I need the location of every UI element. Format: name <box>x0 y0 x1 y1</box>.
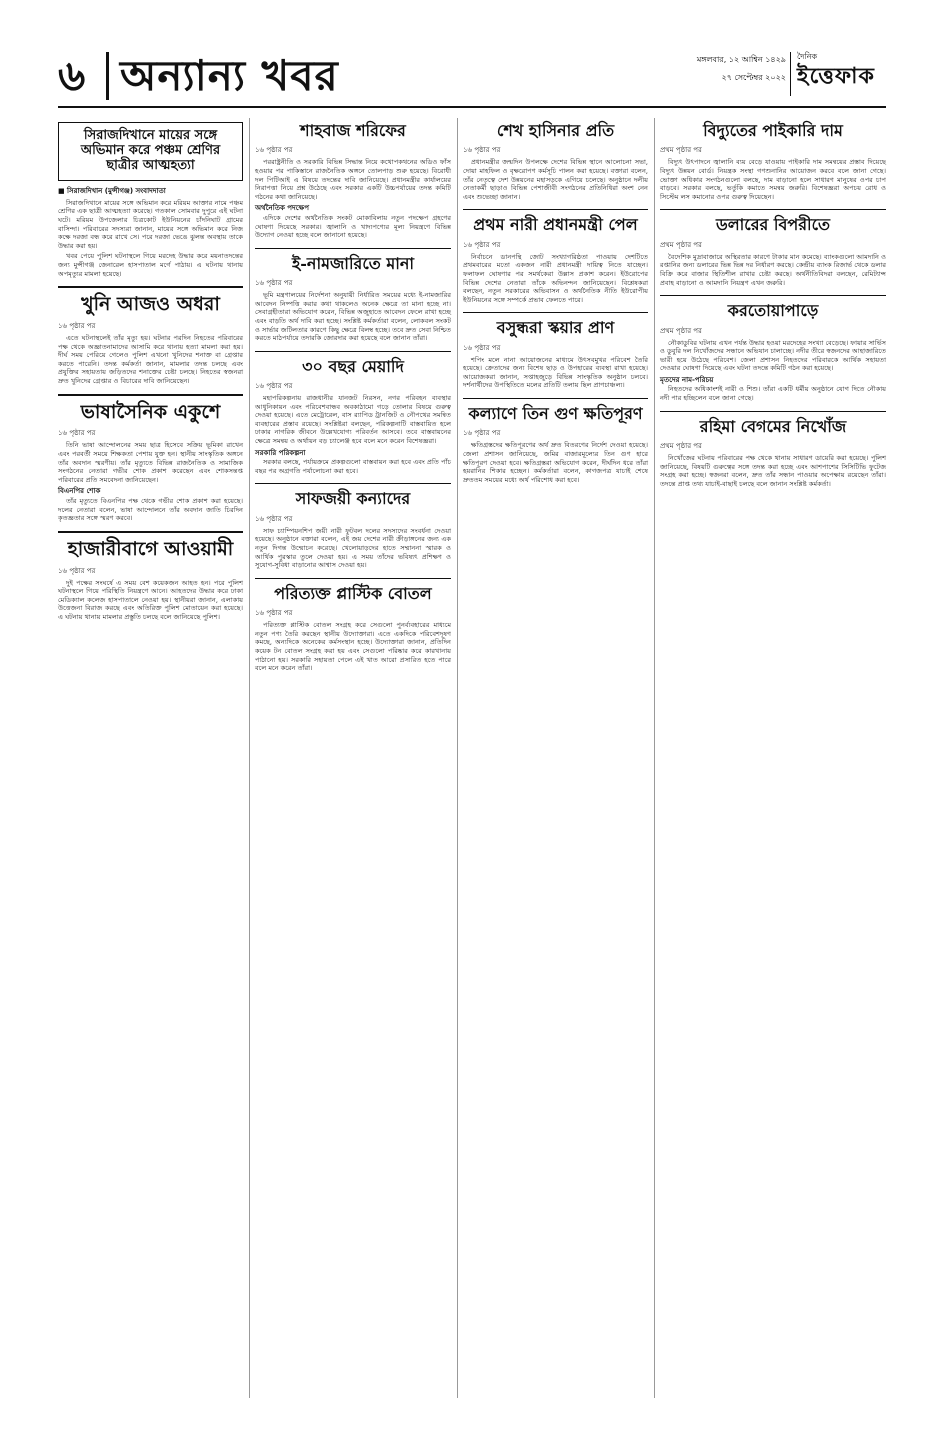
story-safjari <box>255 490 451 569</box>
story-jump: প্রথম পৃষ্ঠার পর <box>660 146 702 155</box>
story-paragraph: দুই পক্ষের সংঘর্ষে এ সময় বেশ কয়েকজন আহত হন। পরে পুলিশ ঘটনাস্থলে গিয়ে পরিস্থিতি নিয়ন্ত্রণে আনে। আহতদের উদ্ধার করে ঢাকা মেডিক্যাল কলেজ হাসপাতালে নেওয়া হয়। স্থানীয়রা জানান, এলাকায় উত্তেজনা বিরাজ করছে এবং অতিরিক্ত পুলিশ মোতায়েন করা হয়েছে। এ ঘটনায় থানায় মামলার প্রস্তুতি চলছে বলে জানিয়েছে পুলিশ। <box>58 578 243 621</box>
story-headline: সিরাজদিখানে মায়ের সঙ্গে অভিমান করে পঞ্চম শ্রেণির ছাত্রীর আত্মহত্যা <box>58 122 243 181</box>
story-paragraph: ক্ষতিগ্রস্তদের ক্ষতিপূরণের অর্থ দ্রুত বিতরণের নির্দেশ দেওয়া হয়েছে। জেলা প্রশাসন জানিয়েছে, জমির বাজারমূল্যের তিন গুণ হারে ক্ষতিপূরণ দেওয়া হবে। ক্ষতিগ্রস্তরা অভিযোগ করেন, দীর্ঘদিন ধরে তাঁরা হয়রানির শিকার হচ্ছেন। কর্মকর্তারা বলেন, কাগজপত্র যাচাই শেষে দ্রুততম সময়ের মধ্যে অর্থ পরিশোধ করা হবে। <box>463 441 648 484</box>
newspaper-logo <box>790 52 886 96</box>
story-body <box>463 441 648 484</box>
story-jump: প্রথম পৃষ্ঠার পর <box>660 240 702 249</box>
story-paragraph: এতে ঘটনাস্থলেই তাঁর মৃত্যু হয়। ঘটনার পরদিন নিহতের পরিবারের পক্ষ থেকে অজ্ঞাতনামাদের আসামি করে থানায় হত্যা মামলা করা হয়। দীর্ঘ সময় পেরিয়ে গেলেও পুলিশ এখনো খুনিদের শনাক্ত বা গ্রেপ্তার করতে পারেনি। তদন্ত কর্মকর্তা জানান, মামলার তদন্ত চলছে এবং প্রযুক্তির সহায়তায় জড়িতদের শনাক্তের চেষ্টা চলছে। নিহতের স্বজনরা দ্রুত খুনিদের গ্রেপ্তার ও বিচারের দাবি জানিয়েছেন। <box>58 334 243 385</box>
story-dollar <box>660 216 886 287</box>
story-shahbaz <box>255 122 451 240</box>
column-4 <box>660 118 886 496</box>
divider <box>58 531 243 533</box>
story-headline: ৩০ বছর মেয়াদি <box>302 356 404 376</box>
divider <box>463 398 648 399</box>
divider <box>660 411 886 412</box>
divider <box>255 248 451 249</box>
story-paragraph: বৈদেশিক মুদ্রাবাজারে অস্থিরতার কারণে টাকার মান কমেছে। ব্যাংকগুলো আমদানি ও রপ্তানির জন্য ডলারের ভিন্ন ভিন্ন দর নির্ধারণ করছে। কেন্দ্রীয় ব্যাংক রিজার্ভ থেকে ডলার বিক্রি করে বাজার স্থিতিশীল রাখার চেষ্টা করছে। অর্থনীতিবিদরা বলছেন, রেমিট্যান্স প্রবাহ বাড়ানো ও আমদানি নিয়ন্ত্রণ এখন জরুরি। <box>660 252 886 287</box>
column-1 <box>58 118 243 630</box>
column-rule <box>249 118 250 1398</box>
story-paragraph: তাঁর মৃত্যুতে বিএনপির পক্ষ থেকে গভীর শোক প্রকাশ করা হয়েছে। দলের নেতারা বলেন, ভাষা আন্দোলনে তাঁর অবদান জাতি চিরদিন কৃতজ্ঞতার সঙ্গে স্মরণ করবে। <box>58 496 243 523</box>
story-body <box>660 454 886 488</box>
story-suicide <box>58 122 243 278</box>
story-body <box>660 158 886 201</box>
story-murder <box>58 294 243 385</box>
page-number: ৬ <box>58 51 86 100</box>
story-paragraph: এদিকে দেশের অর্থনৈতিক সংকট মোকাবিলায় নতুন পদক্ষেপ গ্রহণের ঘোষণা দিয়েছে সরকার। জ্বালানি ও খাদ্যপণ্যের মূল্য নিয়ন্ত্রণে বিভিন্ন উদ্যোগ নেওয়া হচ্ছে বলে জানানো হয়েছে। <box>255 213 451 240</box>
story-body <box>255 527 451 570</box>
story-paragraph: পররাষ্ট্রনীতি ও সরকারি বিভিন্ন সিদ্ধান্ত নিয়ে কথোপকথনের অডিও ফাঁস হওয়ার পর পাকিস্তানে রাজনৈতিক অঙ্গনে তোলপাড় শুরু হয়েছে। বিরোধী দল পিটিআই এ বিষয়ে তদন্তের দাবি জানিয়েছে। প্রধানমন্ত্রীর কার্যালয়ের নিরাপত্তা নিয়ে প্রশ্ন উঠেছে এবং সরকার একটি উচ্চপর্যায়ের তদন্ত কমিটি গঠনের কথা জানিয়েছে। <box>255 158 451 201</box>
story-jump: ১৬ পৃষ্ঠার পর <box>58 322 96 330</box>
story-namjari <box>255 255 451 343</box>
story-headline: ই-নামজারিতে মানা <box>291 253 415 273</box>
story-headline: বসুন্ধরা স্কয়ার প্রাণ <box>496 318 615 338</box>
story-paragraph: খবর পেয়ে পুলিশ ঘটনাস্থলে গিয়ে মরদেহ উদ্ধার করে ময়নাতদন্তের জন্য মুন্সীগঞ্জ জেনারেল হাসপাতাল মর্গে পাঠায়। এ ঘটনায় থানায় অপমৃত্যুর মামলা হয়েছে। <box>58 252 243 278</box>
story-paragraph: সাফ চ্যাম্পিয়নশিপ জয়ী নারী ফুটবল দলের সদস্যদের সংবর্ধনা দেওয়া হয়েছে। অনুষ্ঠানে বক্তারা বলেন, এই জয় দেশের নারী ক্রীড়াঙ্গনের জন্য এক নতুন দিগন্ত উন্মোচন করেছে। খেলোয়াড়দের হাতে সম্মাননা স্মারক ও আর্থিক পুরস্কার তুলে দেওয়া হয়। এ সময় তাঁদের ভবিষ্যৎ প্রশিক্ষণ ও সুযোগ-সুবিধা বাড়ানোর আশ্বাস দেওয়া হয়। <box>255 526 451 570</box>
story-byline: ■ সিরাজদিখান (মুন্সীগঞ্জ) সংবাদদাতা <box>58 186 166 195</box>
story-body <box>255 394 451 475</box>
story-paragraph: সিরাজদিখানে মায়ের সঙ্গে অভিমান করে মরিয়ম আক্তার নামে পঞ্চম শ্রেণির এক ছাত্রী আত্মহত্যা করেছে। গতকাল সোমবার দুপুরে এই ঘটনা ঘটে। মরিয়ম উপজেলার চিত্রকোট ইউনিয়নের চাঁদনিঘাট গ্রামের বাসিন্দা। পরিবারের সদস্যরা জানান, মায়ের সঙ্গে অভিমান করে নিজ কক্ষে দরজা বন্ধ করে রাখে সে। পরে দরজা ভেঙে ঝুলন্ত অবস্থায় তাকে উদ্ধার করা হয়। <box>58 198 243 250</box>
logo-small-text: দৈনিক <box>797 52 818 61</box>
story-body <box>58 441 243 522</box>
story-body <box>463 158 648 201</box>
story-body <box>660 339 886 403</box>
date-bengali: মঙ্গলবার, ১২ আশ্বিন ১৪২৯ <box>696 55 786 64</box>
story-headline: খুনি আজও অধরা <box>81 293 220 316</box>
story-paragraph: ভূমি মন্ত্রণালয়ের নির্দেশনা অনুযায়ী নির্ধারিত সময়ের মধ্যে ই-নামজারির আবেদন নিষ্পত্তি করার কথা থাকলেও অনেক ক্ষেত্রে তা মানা হচ্ছে না। সেবাগ্রহীতারা অভিযোগ করেন, বিভিন্ন অজুহাতে আবেদন ফেলে রাখা হচ্ছে এবং বাড়তি অর্থ দাবি করা হচ্ছে। সংশ্লিষ্ট কর্মকর্তারা বলেন, লোকবল সংকট ও সার্ভার জটিলতার কারণে কিছু ক্ষেত্রে বিলম্ব হচ্ছে। তবে দ্রুত সেবা নিশ্চিত করতে মাঠপর্যায়ে তদারকি জোরদার করা হয়েছে বলে জানান তাঁরা। <box>255 291 451 343</box>
story-paragraph: মহাপরিকল্পনায় রাজধানীর যানজট নিরসন, নগর পরিবহন ব্যবস্থার আধুনিকায়ন এবং পরিবেশবান্ধব অবকাঠামো গড়ে তোলার বিষয়ে গুরুত্ব দেওয়া হয়েছে। এতে মেট্রোরেল, বাস র‍্যাপিড ট্রানজিট ও নৌপথের সমন্বিত ব্যবহারের প্রস্তাব রয়েছে। সংশ্লিষ্টরা বলছেন, পরিকল্পনাটি বাস্তবায়িত হলে ঢাকার নাগরিক জীবনে উল্লেখযোগ্য পরিবর্তন আসবে। তবে বাস্তবায়নের ক্ষেত্রে সমন্বয় ও অর্থায়ন বড় চ্যালেঞ্জ হবে বলে মনে করেন বিশেষজ্ঞরা। <box>255 394 451 446</box>
story-body <box>463 356 648 390</box>
story-jump: ১৬ পৃষ্ঠার পর <box>255 382 293 391</box>
story-thirtyyears <box>255 358 451 476</box>
story-hazaribag <box>58 539 243 622</box>
story-headline: শেখ হাসিনার প্রতি <box>496 121 615 140</box>
masthead <box>58 46 886 108</box>
divider <box>660 295 886 296</box>
masthead-right <box>686 52 886 102</box>
story-headline: শাহবাজ শরিফের <box>300 121 406 140</box>
divider <box>463 209 648 210</box>
story-body <box>660 253 886 287</box>
story-paragraph: প্রধানমন্ত্রীর জন্মদিন উপলক্ষে দেশের বিভিন্ন স্থানে আলোচনা সভা, দোয়া মাহফিল ও বৃক্ষরোপণ কর্মসূচি পালন করা হয়েছে। বক্তারা বলেন, তাঁর নেতৃত্বে দেশ উন্নয়নের মহাসড়কে এগিয়ে চলেছে। অনুষ্ঠানে দলীয় নেতাকর্মী ছাড়াও বিভিন্ন পেশাজীবী সংগঠনের প্রতিনিধিরা অংশ নেন এবং শুভেচ্ছা জানান। <box>463 158 648 201</box>
story-jump: ১৬ পৃষ্ঠার পর <box>255 146 293 155</box>
story-language <box>58 402 243 523</box>
story-electricity <box>660 122 886 201</box>
story-firstwoman <box>463 216 648 304</box>
story-headline: প্রথম নারী প্রধানমন্ত্রী পেল <box>473 215 638 235</box>
story-headline: হাজারীবাগে আওয়ামী <box>67 537 234 560</box>
story-rahima <box>660 418 886 489</box>
divider <box>660 209 886 210</box>
story-jump: ১৬ পৃষ্ঠার পর <box>58 566 96 575</box>
divider <box>255 578 451 579</box>
story-paragraph: পরিত্যক্ত প্লাস্টিক বোতল সংগ্রহ করে সেগুলো পুনর্ব্যবহারের মাধ্যমে নতুন পণ্য তৈরি করছেন স্থানীয় উদ্যোক্তারা। এতে একদিকে পরিবেশদূষণ কমছে, অন্যদিকে অনেকের কর্মসংস্থান হচ্ছে। উদ্যোক্তারা জানান, প্রতিদিন কয়েক টন বোতল সংগ্রহ করা হয় এবং সেগুলো পরিষ্কার করে কারখানায় পাঠানো হয়। সরকারি সহায়তা পেলে এই খাত আরো প্রসারিত হতে পারে বলে মনে করেন তাঁরা। <box>255 621 451 673</box>
story-headline: বিদ্যুতের পাইকারি দাম <box>703 121 843 140</box>
story-headline: রহিমা বেগমের নিখোঁজ <box>699 416 847 436</box>
story-jump: ১৬ পৃষ্ঠার পর <box>463 146 501 155</box>
story-body <box>255 158 451 239</box>
story-jump: প্রথম পৃষ্ঠার পর <box>660 326 702 335</box>
story-hasina <box>463 122 648 201</box>
story-jump: ১৬ পৃষ্ঠার পর <box>58 429 96 438</box>
story-paragraph: বিদ্যুৎ উৎপাদনে জ্বালানি ব্যয় বেড়ে যাওয়ায় পাইকারি দাম সমন্বয়ের প্রস্তাব দিয়েছে বিদ্যুৎ উন্নয়ন বোর্ড। নিয়ন্ত্রক সংস্থা গণশুনানির আয়োজন করবে বলে জানা গেছে। ভোক্তা অধিকার সংগঠনগুলো বলছে, দাম বাড়ানো হলে সাধারণ মানুষের ওপর চাপ বাড়বে। সরকার বলছে, ভর্তুকি কমাতে সমন্বয় জরুরি। বিশেষজ্ঞরা অপচয় রোধ ও সিস্টেম লস কমানোর ওপর গুরুত্ব দিয়েছেন। <box>660 158 886 201</box>
story-jump: ১৬ পৃষ্ঠার পর <box>255 514 293 523</box>
masthead-dates <box>686 54 786 90</box>
column-3 <box>463 118 648 492</box>
section-title: অন্যান্য খবর <box>120 51 339 100</box>
story-body <box>463 253 648 305</box>
story-basundhara <box>463 319 648 390</box>
story-subhead: অর্থনৈতিক পদক্ষেপ <box>255 204 309 213</box>
divider <box>255 483 451 484</box>
story-paragraph: নিহতদের অধিকাংশই নারী ও শিশু। তাঁরা একটি ধর্মীয় অনুষ্ঠানে যোগ দিতে নৌকায় নদী পার হচ্ছিলেন বলে জানা গেছে। <box>660 385 886 403</box>
column-rule <box>654 118 655 1398</box>
story-jump: প্রথম পৃষ্ঠার পর <box>660 442 702 451</box>
story-headline: ভাষাসৈনিক একুশে <box>80 400 221 423</box>
story-body <box>255 291 451 343</box>
story-jump: ১৬ পৃষ্ঠার পর <box>463 429 501 438</box>
story-paragraph: নিখোঁজের ঘটনায় পরিবারের পক্ষ থেকে থানায় সাধারণ ডায়েরি করা হয়েছে। পুলিশ জানিয়েছে, বিষয়টি গুরুত্বের সঙ্গে তদন্ত করা হচ্ছে এবং আশপাশের সিসিটিভি ফুটেজ সংগ্রহ করা হচ্ছে। স্বজনরা বলেন, দ্রুত তাঁর সন্ধান পাওয়ার অপেক্ষায় রয়েছেন তাঁরা। তদন্তে প্রাপ্ত তথ্য যাচাই-বাছাই চলছে বলে জানান সংশ্লিষ্ট কর্মকর্তা। <box>660 454 886 488</box>
story-body <box>58 334 243 386</box>
divider <box>58 286 243 288</box>
story-headline: করতোয়াপাড়ে <box>727 301 819 321</box>
story-body <box>255 621 451 673</box>
column-2 <box>255 118 451 681</box>
story-plastic <box>255 585 451 673</box>
story-subhead: মৃতদের নাম-পরিচয় <box>660 375 714 384</box>
story-jump: ১৬ পৃষ্ঠার পর <box>463 343 501 352</box>
story-body <box>58 199 243 278</box>
column-rule <box>457 118 458 1398</box>
story-headline: পরিত্যক্ত প্লাস্টিক বোতল <box>274 583 432 603</box>
story-subhead: সরকারি পরিকল্পনা <box>255 448 306 457</box>
story-headline: কল্যাণে তিন গুণ ক্ষতিপূরণ <box>468 404 643 424</box>
story-karatoya <box>660 302 886 403</box>
story-jump: ১৬ পৃষ্ঠার পর <box>255 279 293 288</box>
story-subhead: বিএনপির শোক <box>58 487 101 496</box>
divider <box>463 312 648 313</box>
story-kolpatru <box>463 405 648 484</box>
divider <box>58 394 243 396</box>
logo-main-text: ইত্তেফাক <box>797 63 875 89</box>
story-paragraph: নৌকাডুবির ঘটনায় এখন পর্যন্ত উদ্ধার হওয়া মরদেহের সংখ্যা বেড়েছে। ফায়ার সার্ভিস ও ডুবুরি দল নিখোঁজদের সন্ধানে অভিযান চালাচ্ছে। নদীর তীরে স্বজনদের আহাজারিতে ভারী হয়ে উঠেছে পরিবেশ। জেলা প্রশাসন নিহতদের পরিবারকে আর্থিক সহায়তা দেওয়ার ঘোষণা দিয়েছে এবং ঘটনা তদন্তে কমিটি গঠন করা হয়েছে। <box>660 338 886 373</box>
story-headline: সাফজয়ী কন্যাদের <box>295 489 411 509</box>
story-paragraph: সরকার বলছে, পর্যায়ক্রমে প্রকল্পগুলো বাস্তবায়ন করা হবে এবং প্রতি পাঁচ বছর পর অগ্রগতি পর্যালোচনা করা হবে। <box>255 458 451 475</box>
story-paragraph: নির্বাচনে ডানপন্থি জোট সংখ্যাগরিষ্ঠতা পাওয়ায় দেশটিতে প্রথমবারের মতো একজন নারী প্রধানমন্ত্রী দায়িত্ব নিতে যাচ্ছেন। ফলাফল ঘোষণার পর সমর্থকেরা উল্লাস প্রকাশ করেন। ইউরোপের বিভিন্ন দেশের নেতারা তাঁকে অভিনন্দন জানিয়েছেন। বিশ্লেষকরা বলছেন, নতুন সরকারের অভিবাসন ও অর্থনৈতিক নীতি ইউরোপীয় ইউনিয়নের সঙ্গে সম্পর্কে প্রভাব ফেলতে পারে। <box>463 252 648 304</box>
story-paragraph: তিনি ভাষা আন্দোলনের সময় ছাত্র হিসেবে সক্রিয় ভূমিকা রাখেন এবং পরবর্তী সময়ে শিক্ষকতা পেশায় যুক্ত হন। স্থানীয় সাংস্কৃতিক অঙ্গনে তাঁর অবদান স্মরণীয়। তাঁর মৃত্যুতে বিভিন্ন রাজনৈতিক ও সামাজিক সংগঠনের নেতারা গভীর শোক প্রকাশ করেছেন এবং শোকসন্তপ্ত পরিবারের প্রতি সমবেদনা জানিয়েছেন। <box>58 441 243 484</box>
divider <box>255 351 451 352</box>
story-headline: ডলারের বিপরীতে <box>715 215 831 235</box>
story-body <box>58 579 243 622</box>
story-jump: ১৬ পৃষ্ঠার পর <box>255 609 293 618</box>
story-jump: ১৬ পৃষ্ঠার পর <box>463 240 501 249</box>
story-paragraph: শপিং মলে নানা আয়োজনের মাধ্যমে উৎসবমুখর পরিবেশ তৈরি হয়েছে। ক্রেতাদের জন্য বিশেষ ছাড় ও উপহারের ব্যবস্থা রাখা হয়েছে। আয়োজকরা জানান, সপ্তাহজুড়ে বিভিন্ন সাংস্কৃতিক অনুষ্ঠান চলবে। দর্শনার্থীদের উপস্থিতিতে মলের প্রতিটি তলায় ছিল প্রাণচাঞ্চল্য। <box>463 355 648 390</box>
date-english: ২৭ সেপ্টেম্বর ২০২২ <box>721 73 786 82</box>
masthead-divider <box>106 52 109 100</box>
